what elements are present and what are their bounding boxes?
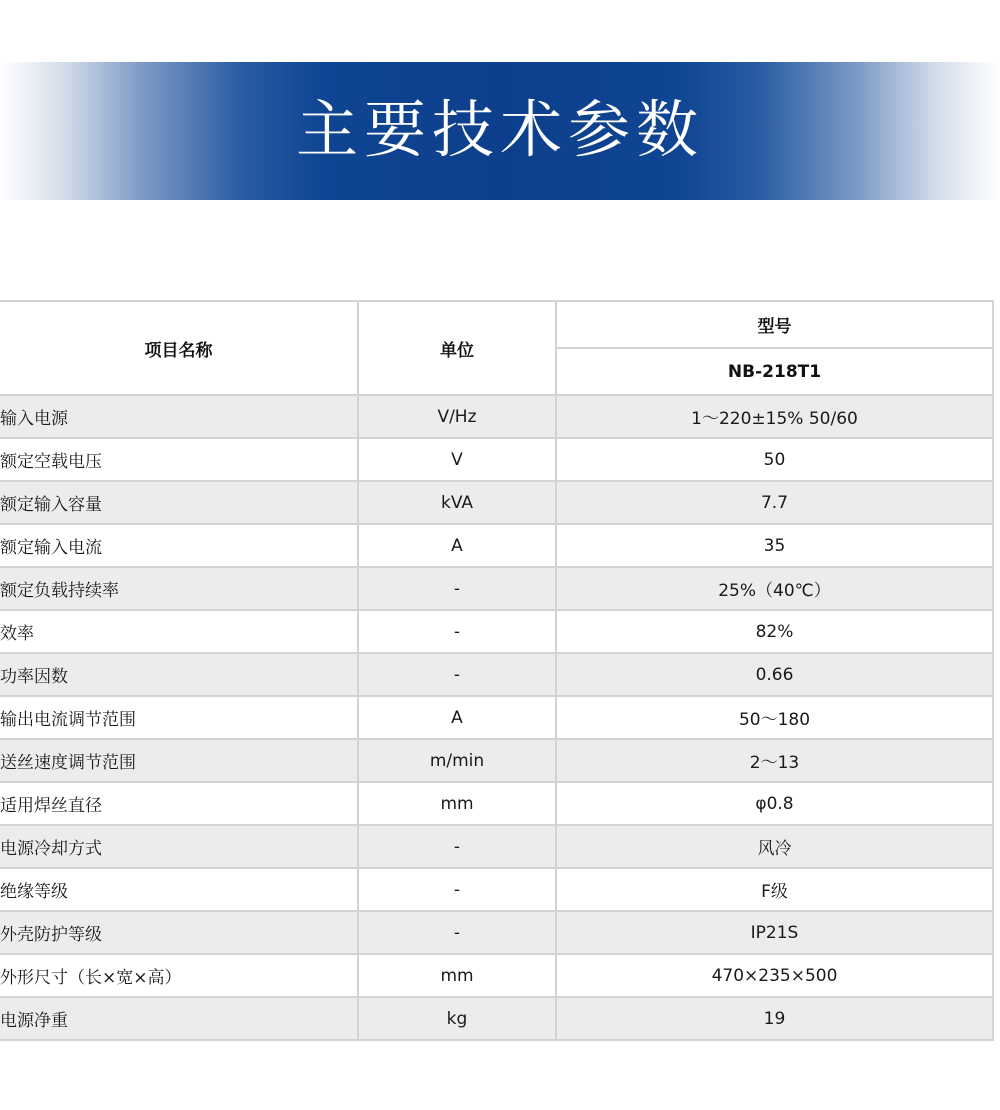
param-unit: - <box>358 911 556 954</box>
param-name: 电源净重 <box>0 997 358 1040</box>
table-row <box>0 567 993 610</box>
param-value: φ0.8 <box>556 782 993 825</box>
param-value: IP21S <box>556 911 993 954</box>
param-name: 绝缘等级 <box>0 868 358 911</box>
param-name: 送丝速度调节范围 <box>0 739 358 782</box>
param-unit: kVA <box>358 481 556 524</box>
table-row <box>0 954 993 997</box>
param-unit: - <box>358 653 556 696</box>
param-unit: - <box>358 868 556 911</box>
param-unit: - <box>358 610 556 653</box>
param-value: 2～13 <box>556 739 993 782</box>
param-name: 额定空载电压 <box>0 438 358 481</box>
table-row <box>0 610 993 653</box>
page-title: 主要技术参数 <box>295 93 704 166</box>
table-row <box>0 825 993 868</box>
param-name: 额定负载持续率 <box>0 567 358 610</box>
header-model: NB-218T1 <box>556 348 993 395</box>
table-row <box>0 997 993 1040</box>
param-name: 输出电流调节范围 <box>0 696 358 739</box>
param-value: F级 <box>556 868 993 911</box>
spec-table <box>0 300 994 1041</box>
param-unit: A <box>358 524 556 567</box>
param-value: 25%（40℃） <box>556 567 993 610</box>
param-value: 50 <box>556 438 993 481</box>
table-row <box>0 395 993 438</box>
param-value: 风冷 <box>556 825 993 868</box>
param-name: 适用焊丝直径 <box>0 782 358 825</box>
table-row <box>0 696 993 739</box>
table-row <box>0 911 993 954</box>
param-name: 功率因数 <box>0 653 358 696</box>
header-name: 项目名称 <box>0 301 358 395</box>
param-unit: kg <box>358 997 556 1040</box>
header-row <box>0 301 993 348</box>
param-value: 35 <box>556 524 993 567</box>
table-row <box>0 782 993 825</box>
param-value: 470×235×500 <box>556 954 993 997</box>
param-value: 0.66 <box>556 653 993 696</box>
param-unit: mm <box>358 954 556 997</box>
header-unit: 单位 <box>358 301 556 395</box>
param-name: 外壳防护等级 <box>0 911 358 954</box>
param-unit: mm <box>358 782 556 825</box>
table-row <box>0 653 993 696</box>
param-unit: - <box>358 567 556 610</box>
param-unit: - <box>358 825 556 868</box>
table-row <box>0 438 993 481</box>
param-unit: V <box>358 438 556 481</box>
param-name: 电源冷却方式 <box>0 825 358 868</box>
table-row <box>0 868 993 911</box>
param-unit: m/min <box>358 739 556 782</box>
title-banner <box>0 62 1000 200</box>
param-value: 50～180 <box>556 696 993 739</box>
table-row <box>0 481 993 524</box>
param-name: 外形尺寸（长×宽×高） <box>0 954 358 997</box>
table-row <box>0 739 993 782</box>
param-value: 19 <box>556 997 993 1040</box>
table-row <box>0 524 993 567</box>
param-unit: A <box>358 696 556 739</box>
param-value: 7.7 <box>556 481 993 524</box>
header-model-label: 型号 <box>556 301 993 348</box>
param-unit: V/Hz <box>358 395 556 438</box>
param-name: 额定输入电流 <box>0 524 358 567</box>
param-name: 输入电源 <box>0 395 358 438</box>
param-name: 效率 <box>0 610 358 653</box>
spec-table-body <box>0 395 993 1040</box>
param-value: 82% <box>556 610 993 653</box>
param-value: 1～220±15% 50/60 <box>556 395 993 438</box>
param-name: 额定输入容量 <box>0 481 358 524</box>
